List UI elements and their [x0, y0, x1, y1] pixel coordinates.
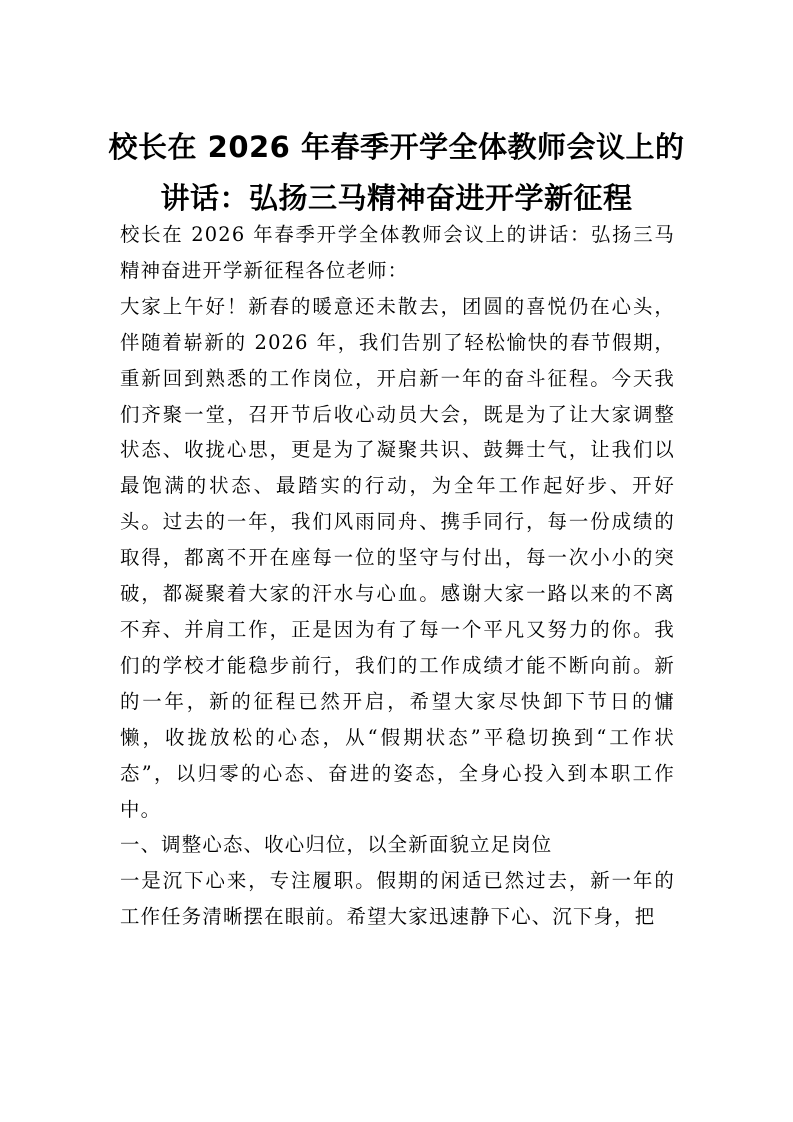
title-line-2: 讲话：弘扬三马精神奋进开学新征程 — [160, 181, 633, 215]
paragraph-section-1-item-1: 一是沉下心来，专注履职。假期的闲适已然过去，新一年的工作任务清晰摆在眼前。希望大家迅速静下心、沉下身，把 — [120, 869, 675, 929]
section-heading-1: 一、调整心态、收心归位，以全新面貌立足岗位 — [120, 833, 553, 857]
document-body — [120, 217, 675, 935]
paragraph-opening: 大家上午好！新春的暖意还未散去，团圆的喜悦仍在心头，伴随着崭新的 2026 年，我们告别了轻松愉快的春节假期，重新回到熟悉的工作岗位，开启新一年的奋斗征程。今天我们齐聚一堂，召开节后收心动员大会，既是为了让大家调整状态、收拢心思，更是为了凝聚共识、鼓舞士气，让我们以最饱满的状态、最踏实的行动，为全年工作起好步、开好头。过去的一年，我们风雨同舟、携手同行，每一份成绩的取得，都离不开在座每一位的坚守与付出，每一次小小的突破，都凝聚着大家的汗水与心血。感谢大家一路以来的不离不弃、并肩工作，正是因为有了每一个平凡又努力的你。我们的学校才能稳步前行，我们的工作成绩才能不断向前。新的一年，新的征程已然开启，希望大家尽快卸下节日的慵懒，收拢放松的心态，从“假期状态”平稳切换到“工作状态”，以归零的心态、奋进的姿态，全身心投入到本职工作中。 — [120, 294, 675, 821]
paragraph-greeting: 校长在 2026 年春季开学全体教师会议上的讲话：弘扬三马精神奋进开学新征程各位老师： — [120, 223, 675, 282]
document-title — [100, 122, 693, 224]
title-line-1: 校长在 2026 年春季开学全体教师会议上的 — [108, 130, 685, 164]
